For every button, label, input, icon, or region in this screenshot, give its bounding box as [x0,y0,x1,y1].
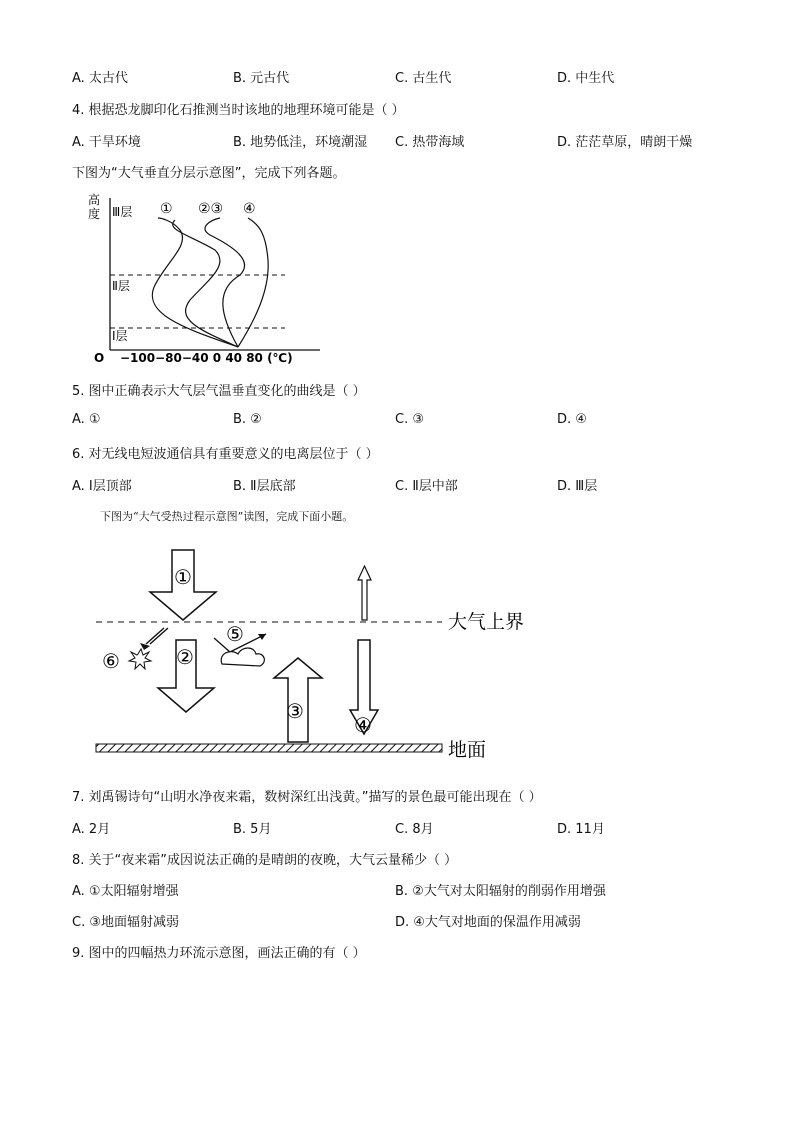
q6-option-b: B. Ⅱ层底部 [233,479,296,494]
q4-option-a: A. 干旱环境 [72,135,141,150]
q4-option-c: C. 热带海域 [395,135,465,150]
arrow-5-label: ⑤ [226,622,244,646]
q6-option-c: C. Ⅱ层中部 [395,479,458,494]
q4-option-d: D. 茫茫草原，晴朗干燥 [557,135,693,150]
arrow-3-label: ③ [286,699,304,723]
ground-label: 地面 [448,739,487,761]
arrow-2-label: ② [176,645,194,669]
layer-1-label: Ⅰ层 [112,329,128,343]
q7-option-b: B. 5月 [233,822,272,837]
q9-stem: 9. 图中的四幅热力环流示意图，画法正确的有（ ） [72,946,366,961]
arrow-6-scatter-2 [146,628,164,644]
arrow-6-scatter [150,628,168,644]
y-label-2: 度 [88,207,101,221]
upper-atmosphere-label: 大气上界 [448,611,525,633]
curve-1-label: ① [160,201,173,217]
q3-option-b: B. 元古代 [233,71,290,86]
curve-4-label: ④ [243,201,256,217]
q5-option-a: A. ① [72,412,101,427]
q7-option-c: C. 8月 [395,822,434,837]
q7-option-d: D. 11月 [557,822,605,837]
scatter-star-icon [129,649,151,669]
q3-option-c: C. 古生代 [395,71,452,86]
curve-23-label: ②③ [198,201,224,217]
y-label-1: 高 [88,193,101,207]
q6-option-d: D. Ⅲ层 [557,479,598,494]
q7-option-a: A. 2月 [72,822,111,837]
intro-figure-1: 下图为“大气垂直分层示意图”，完成下列各题。 [72,166,346,181]
atmospheric-heating-figure [90,540,550,765]
atmosphere-layers-figure [80,190,340,365]
origin-label: O [94,351,105,365]
arrow-4-label: ④ [354,713,372,737]
q5-option-b: B. ② [233,412,262,427]
q5-option-c: C. ③ [395,412,424,427]
q8-option-c: C. ③地面辐射减弱 [72,915,179,930]
q3-option-d: D. 中生代 [557,71,615,86]
q5-stem: 5. 图中正确表示大气层气温垂直变化的曲线是（ ） [72,384,366,399]
intro-figure-2: 下图为“大气受热过程示意图”读图，完成下面小题。 [100,510,354,523]
arrow-1-label: ① [174,565,192,589]
q7-stem: 7. 刘禹锡诗句“山明水净夜来霜，数树深红出浅黄。”描写的景色最可能出现在（ ） [72,790,542,805]
q8-option-d: D. ④大气对地面的保温作用减弱 [395,915,581,930]
x-tick-labels: −100−80−40 0 40 80 (℃) [120,351,293,365]
q8-stem: 8. 关于“夜来霜”成因说法正确的是晴朗的夜晚，大气云量稀少（ ） [72,853,458,868]
layer-3-label: Ⅲ层 [112,205,133,219]
q3-option-a: A. 太古代 [72,71,128,86]
ground-surface [96,744,442,752]
arrow-up-to-space [358,566,371,620]
q5-option-d: D. ④ [557,412,587,427]
q8-option-b: B. ②大气对太阳辐射的削弱作用增强 [395,884,606,899]
q4-option-b: B. 地势低洼，环境潮湿 [233,135,368,150]
q6-stem: 6. 对无线电短波通信具有重要意义的电离层位于（ ） [72,447,379,462]
q8-option-a: A. ①太阳辐射增强 [72,884,179,899]
q4-stem: 4. 根据恐龙脚印化石推测当时该地的地理环境可能是（ ） [72,103,405,118]
q6-option-a: A. Ⅰ层顶部 [72,479,132,494]
arrow-6-label: ⑥ [102,649,120,673]
layer-2-label: Ⅱ层 [112,279,130,293]
